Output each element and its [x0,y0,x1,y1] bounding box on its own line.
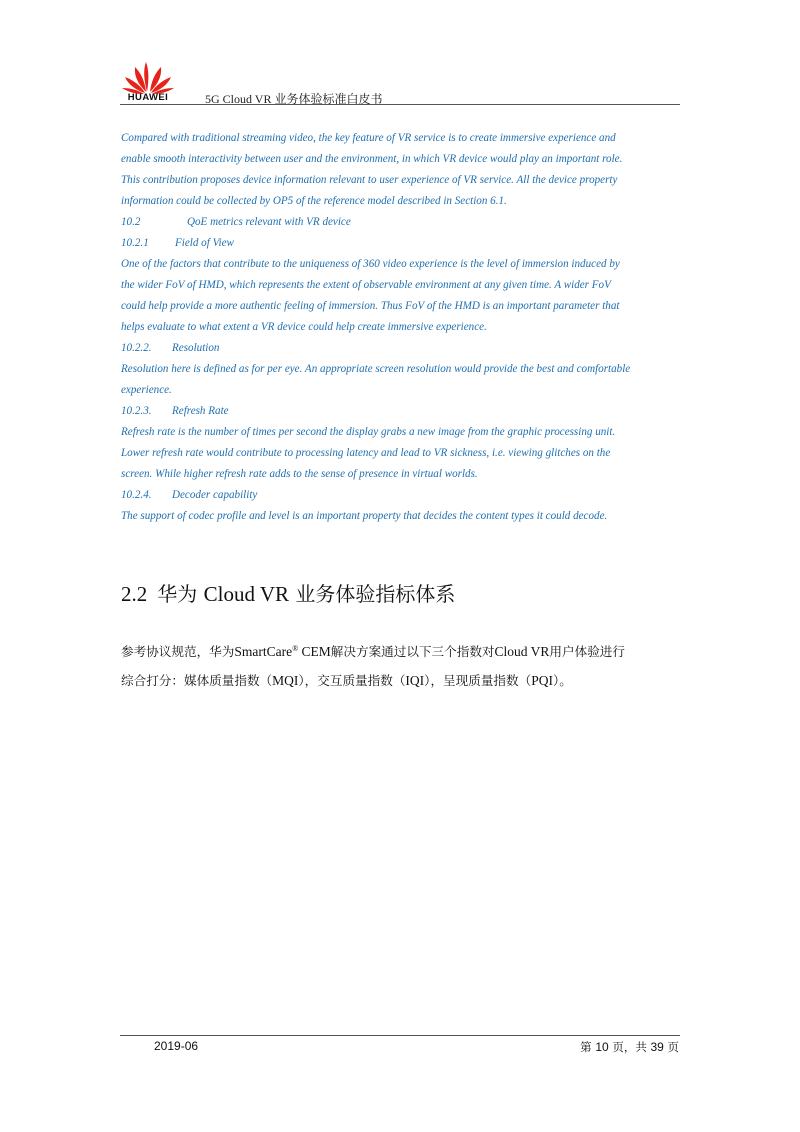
decoder-line: The support of codec profile and level is an important property that decides the content types it could decode. [121,510,608,522]
page-text: 页 [663,1040,679,1054]
subheading-10-2-1 [121,233,681,254]
subheading-title: Refresh Rate [172,405,229,417]
subheading-title: QoE metrics relevant with VR device [187,216,351,228]
body-text: 用户体验进行 [549,644,625,660]
section-title-part: 业务体验指标体系 [289,582,456,606]
intro-line: enable smooth interactivity between user and the environment, in which VR device would play an important role. [121,153,623,165]
subheading-title: Resolution [172,342,220,354]
subheading-number: 10.2.2. [121,342,152,354]
body-line [121,666,683,695]
resolution-line: Resolution here is defined as for per eye. An appropriate screen resolution would provide the best and comfortable [121,363,631,375]
intro-line: information could be collected by OP5 of the reference model described in Section 6.1. [121,195,507,207]
subheading-number: 10.2.1 [121,237,149,249]
brand-name: SmartCare [234,644,293,660]
refresh-line: Lower refresh rate would contribute to processing latency and lead to VR sickness, i.e. viewing glitches on the [121,447,611,459]
subheading-number: 10.2 [121,216,141,228]
fov-line: One of the factors that contribute to the uniqueness of 360 video experience is the level of immersion induced by [121,258,620,270]
body-text: 参考协议规范，华为 [121,644,235,660]
page-text: 页，共 [608,1040,651,1054]
total-pages: 39 [650,1040,664,1054]
refresh-line: screen. While higher refresh rate adds to the sense of presence in virtual worlds. [121,468,478,480]
fov-line: could help provide a more authentic feeling of immersion. Thus FoV of the HMD is an important parameter that [121,300,620,312]
subheading-number: 10.2.4. [121,489,152,501]
current-page: 10 [595,1040,609,1054]
registered-mark: ® [292,644,299,653]
subheading-10-2-2 [121,338,681,359]
body-text: ）。 [552,673,572,689]
section-number: 2.2 [121,582,148,606]
body-text: ），呈现质量指数（ [424,673,532,689]
resolution-line: experience. [121,384,172,396]
footer-page-number [580,1039,679,1055]
intro-line: Compared with traditional streaming video, the key feature of VR service is to create immersive experience and [121,132,616,144]
subheading-10-2-4 [121,485,681,506]
body-paragraph [121,634,683,695]
subheading-10-2-3 [121,401,681,422]
product-name: CEM [298,644,331,660]
page-text: 第 [580,1040,596,1054]
index-abbr: PQI [531,673,553,689]
header-divider [120,104,680,105]
huawei-flower-icon [120,58,176,94]
body-text: 综合打分：媒体质量指数（ [121,673,273,689]
subheading-title: Field of View [175,237,234,249]
huawei-logo-text: HUAWEI [127,92,169,103]
section-heading [121,578,455,607]
body-text: 解决方案通过以下三个指数对 [330,644,495,660]
subheading-title: Decoder capability [172,489,258,501]
body-line [121,634,683,666]
product-name: Cloud VR [494,644,550,660]
body-text: ），交互质量指数（ [298,673,406,689]
subheading-number: 10.2.3. [121,405,152,417]
index-abbr: MQI [272,673,299,689]
subheading-10-2 [121,212,681,233]
section-title-part: 华为 [157,582,204,606]
fov-line: helps evaluate to what extent a VR device could help create immersive experience. [121,321,487,333]
quoted-spec-section [121,128,681,527]
section-title-latin: Cloud VR [203,582,289,606]
document-title: 5G Cloud VR 业务体验标准白皮书 [205,92,383,106]
index-abbr: IQI [405,673,425,689]
footer-date: 2019-06 [154,1039,199,1053]
intro-line: This contribution proposes device information relevant to user experience of VR service. All the device property [121,174,618,186]
refresh-line: Refresh rate is the number of times per second the display grabs a new image from the graphic processing unit. [121,426,616,438]
fov-line: the wider FoV of HMD, which represents the extent of observable environment at any given time. A wider FoV [121,279,611,291]
footer-divider [120,1035,680,1036]
